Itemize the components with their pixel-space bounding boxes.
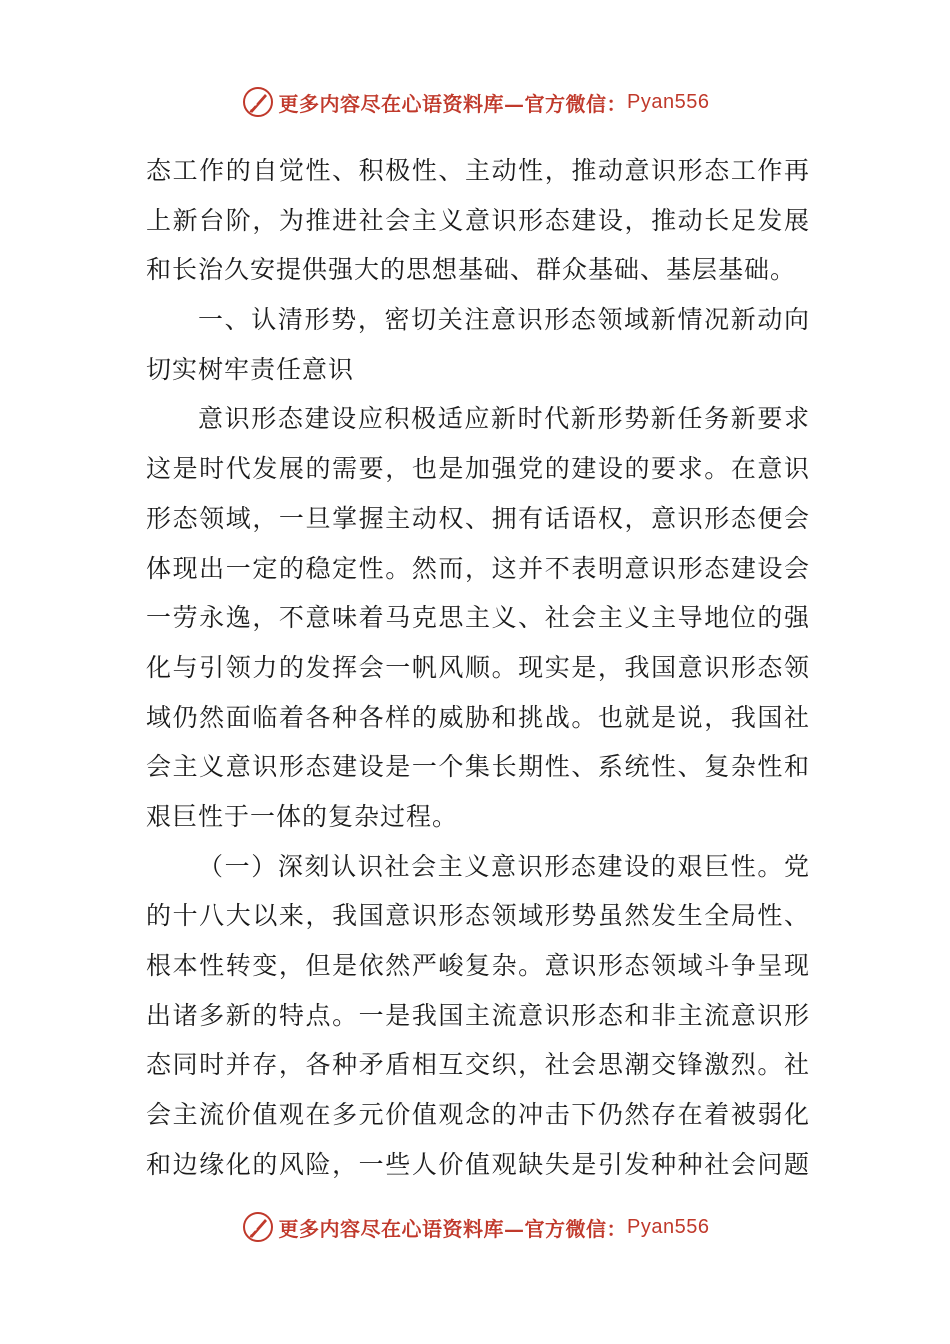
body-line: 会主流价值观在多元价值观念的冲击下仍然存在着被弱化 — [146, 1100, 810, 1130]
subsection-heading-line: （一）深刻认识社会主义意识形态建设的艰巨性。党 — [198, 851, 810, 881]
body-line: 和边缘化的风险，一些人价值观缺失是引发种种社会问题 — [146, 1149, 810, 1179]
body-line: 态同时并存，各种矛盾相互交织，社会思潮交锋激烈。社 — [146, 1050, 810, 1080]
header-watermark-banner — [0, 82, 950, 122]
section-heading-line: 切实树牢责任意识 — [146, 354, 355, 384]
body-line: 体现出一定的稳定性。然而，这并不表明意识形态建设会 — [146, 553, 810, 583]
body-line: 根本性转变，但是依然严峻复杂。意识形态领域斗争呈现 — [146, 951, 810, 980]
body-line: 会主义意识形态建设是一个集长期性、系统性、复杂性和 — [146, 752, 810, 782]
banner-main-text: 更多内容尽在心语资料库—官方微信： — [278, 91, 628, 116]
body-line: 上新台阶，为推进社会主义意识形态建设，推动长足发展 — [146, 205, 810, 235]
body-line: 形态领域，一旦掌握主动权、拥有话语权，意识形态便会 — [146, 503, 810, 533]
banner-wechat-id: Pyan556 — [627, 90, 710, 113]
body-line: 意识形态建设应积极适应新时代新形势新任务新要求 — [198, 404, 810, 434]
banner-wechat-id: Pyan556 — [627, 1215, 710, 1238]
section-heading-line: 一、认清形势，密切关注意识形态领域新情况新动向 — [198, 305, 810, 335]
body-line: 域仍然面临着各种各样的威胁和挑战。也就是说，我国社 — [146, 702, 810, 732]
body-line: 的十八大以来，我国意识形态领域形势虽然发生全局性、 — [146, 901, 810, 931]
footer-watermark-banner — [0, 1207, 950, 1247]
quill-pen-logo-icon — [241, 1210, 275, 1244]
body-line: 态工作的自觉性、积极性、主动性，推动意识形态工作再 — [146, 156, 810, 185]
body-line: 艰巨性于一体的复杂过程。 — [146, 801, 459, 831]
banner-main-text: 更多内容尽在心语资料库—官方微信： — [278, 1216, 628, 1241]
body-line: 出诸多新的特点。一是我国主流意识形态和非主流意识形 — [146, 1000, 810, 1030]
body-line: 化与引领力的发挥会一帆风顺。现实是，我国意识形态领 — [146, 652, 810, 682]
body-line: 一劳永逸，不意味着马克思主义、社会主义主导地位的强 — [146, 603, 810, 633]
document-body — [146, 146, 810, 1189]
body-line: 和长治久安提供强大的思想基础、群众基础、基层基础。 — [146, 255, 797, 285]
quill-pen-logo-icon — [241, 85, 275, 119]
body-line: 这是时代发展的需要，也是加强党的建设的要求。在意识 — [146, 454, 810, 484]
